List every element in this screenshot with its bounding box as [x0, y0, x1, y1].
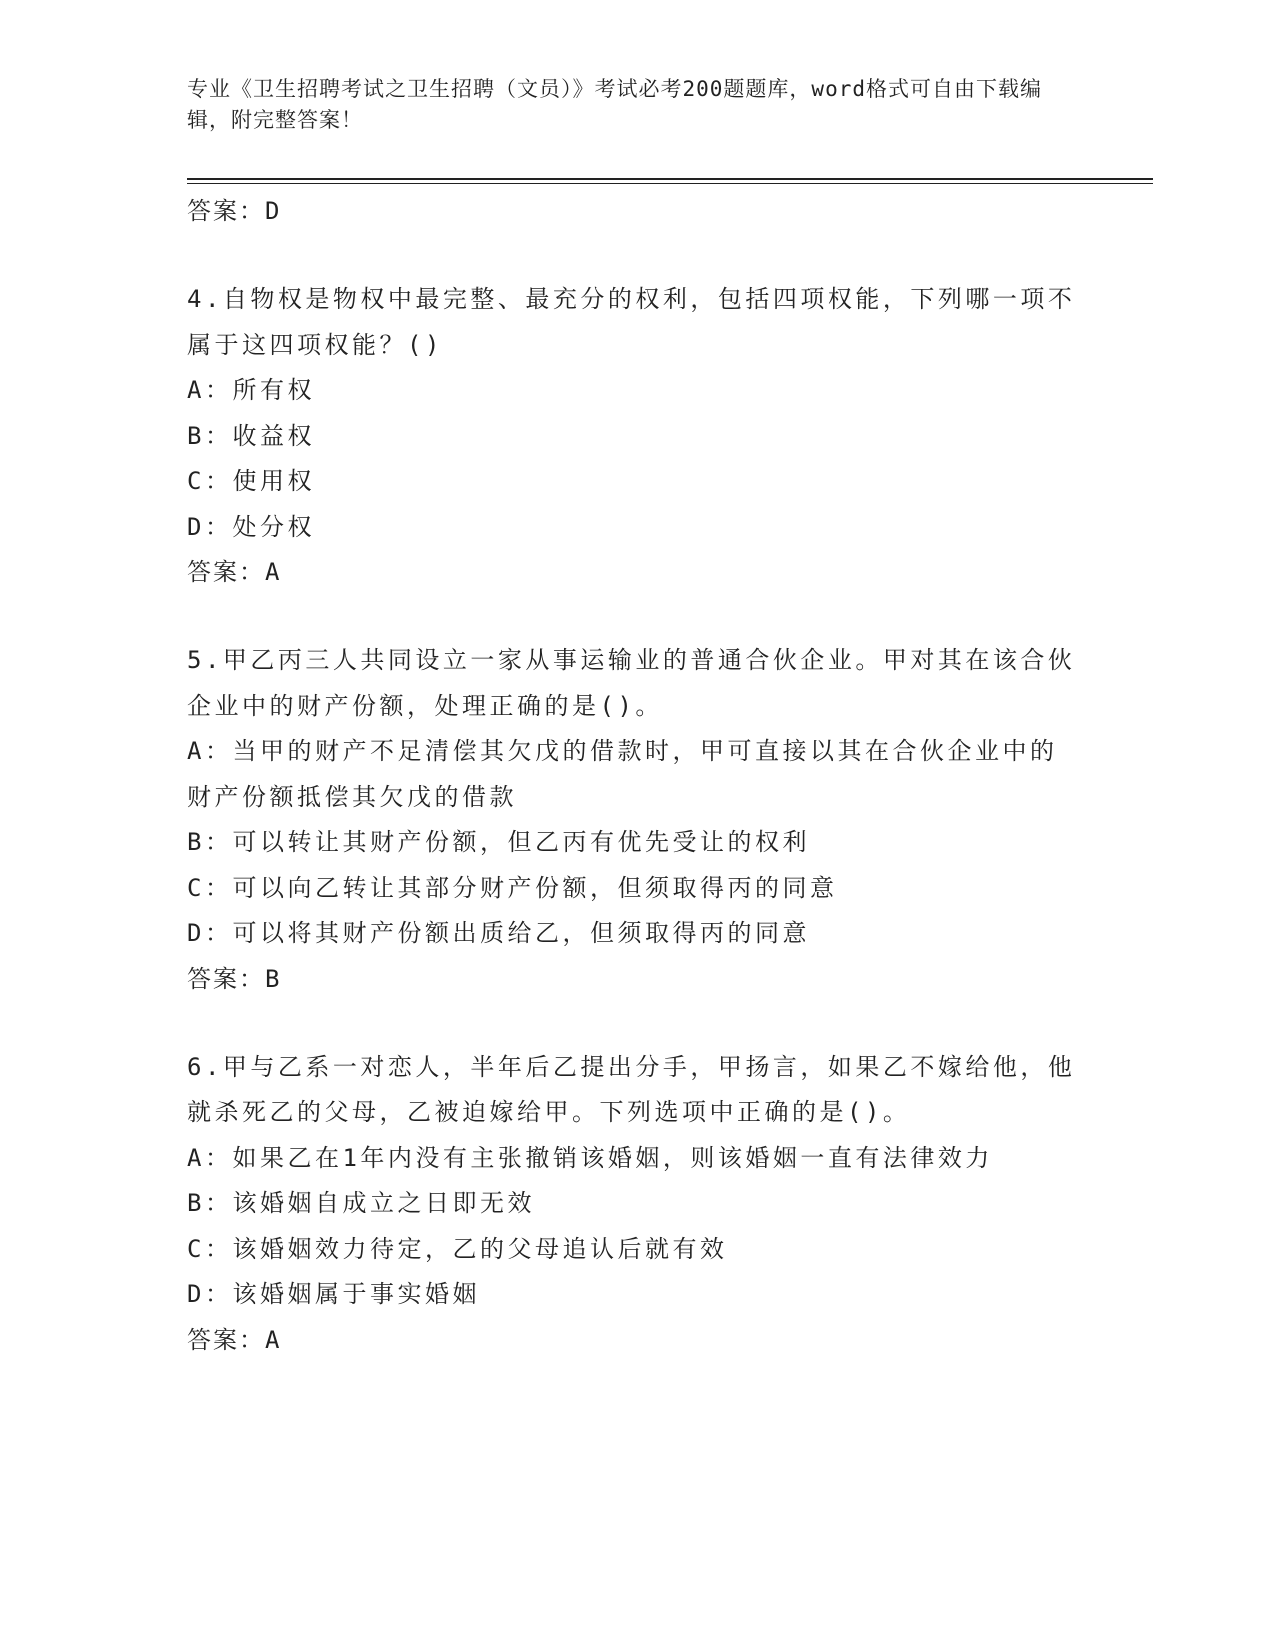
answer-line: 答案：A — [187, 1325, 282, 1354]
option-d: D：该婚姻属于事实婚姻 — [187, 1280, 480, 1308]
option-a: A：如果乙在1年内没有主张撤销该婚姻，则该婚姻一直有法律效力 — [187, 1143, 993, 1172]
header-rule-thick — [187, 178, 1153, 180]
question-5 — [187, 638, 1077, 1001]
question-stem: 4.自物权是物权中最完整、最充分的权利，包括四项权能，下列哪一项不属于这四项权能？() — [187, 285, 1076, 359]
option-d: D：处分权 — [187, 512, 315, 541]
option-c: C：使用权 — [187, 467, 315, 495]
document-body — [187, 189, 1077, 1362]
question-4 — [187, 277, 1077, 594]
option-a: A：所有权 — [187, 376, 315, 404]
option-d: D：可以将其财产份额出质给乙，但须取得丙的同意 — [187, 919, 810, 947]
header-rule-thin — [187, 183, 1153, 184]
option-a: A：当甲的财产不足清偿其欠戊的借款时，甲可直接以其在合伙企业中的财产份额抵偿其欠戊的借款 — [187, 737, 1058, 811]
answer-line: 答案：B — [187, 964, 282, 993]
option-b: B：可以转让其财产份额，但乙丙有优先受让的权利 — [187, 828, 810, 856]
option-b: B：收益权 — [187, 421, 315, 450]
question-stem: 5.甲乙丙三人共同设立一家从事运输业的普通合伙企业。甲对其在该合伙企业中的财产份额，处理正确的是()。 — [187, 646, 1076, 720]
option-c: C：可以向乙转让其部分财产份额，但须取得丙的同意 — [187, 873, 838, 902]
option-b: B：该婚姻自成立之日即无效 — [187, 1189, 535, 1217]
answer-line: 答案：D — [187, 197, 282, 225]
page-header: 专业《卫生招聘考试之卫生招聘（文员）》考试必考200题题库，word格式可自由下载编辑，附完整答案！ — [187, 77, 1042, 132]
option-c: C：该婚姻效力待定，乙的父母追认后就有效 — [187, 1234, 728, 1263]
answer-line: 答案：A — [187, 558, 282, 586]
question-stem: 6.甲与乙系一对恋人，半年后乙提出分手，甲扬言，如果乙不嫁给他，他就杀死乙的父母，乙被迫嫁给甲。下列选项中正确的是()。 — [187, 1052, 1076, 1126]
question-6 — [187, 1045, 1077, 1362]
